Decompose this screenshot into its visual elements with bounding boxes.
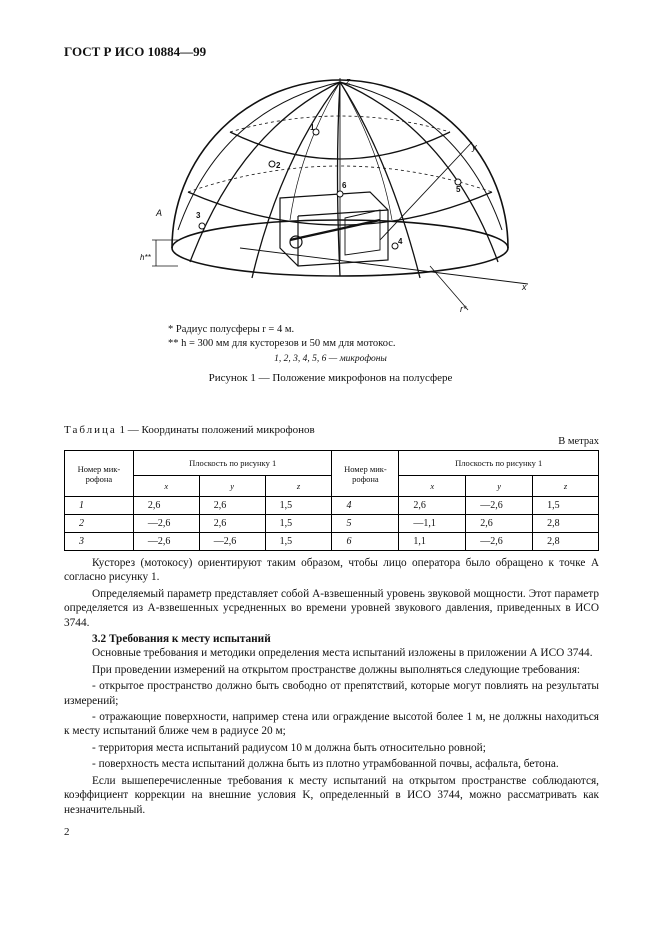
footnote-height: ** h = 300 мм для кусторезов и 50 мм для мотокос.	[168, 338, 396, 349]
paragraph-open-space: При проведении измерений на открытом пространстве должны выполняться следующие требования:	[92, 663, 581, 676]
table-cell: 2,6	[399, 497, 466, 515]
table-cell: 3	[65, 533, 134, 551]
col-header-z: z	[533, 476, 599, 497]
col-header-mic-right: Номер мик-рофона	[332, 451, 399, 497]
table-cell: 1,1	[399, 533, 466, 551]
mic-6-label: 6	[342, 181, 347, 190]
axis-z-label: z	[346, 76, 351, 86]
col-header-x: x	[133, 476, 199, 497]
col-header-y: y	[199, 476, 265, 497]
table-cell: 1,5	[265, 497, 332, 515]
table-cell: 4	[332, 497, 399, 515]
table-cell: 2	[65, 515, 134, 533]
table-title	[64, 424, 315, 436]
table-title-prefix: Таблица	[64, 424, 117, 436]
col-header-plane-left: Плоскость по рисунку 1	[133, 451, 332, 476]
table-row	[65, 515, 599, 533]
table-cell: —1,1	[399, 515, 466, 533]
col-header-z: z	[265, 476, 332, 497]
mic-1-label: 1	[310, 123, 315, 132]
table-row	[65, 497, 599, 515]
bullet-obstacles: - открытое пространство должно быть свободно от препятствий, которые могут повлиять на результаты измерений;	[64, 680, 599, 707]
microphone-legend: 1, 2, 3, 4, 5, 6 — микрофоны	[274, 354, 387, 364]
table-cell: 1,5	[265, 515, 332, 533]
footnote-radius: * Радиус полусферы r = 4 м.	[168, 324, 295, 335]
section-heading: 3.2 Требования к месту испытаний	[92, 633, 271, 646]
paragraph-parameter: Определяемый параметр представляет собой A-взвешенный уровень звуковой мощности. Этот параметр определяется из A-взвешенных усредненных во времени уровней звукового давления, приведенных в ИСО 3744.	[64, 587, 599, 629]
paragraph-requirements: Основные требования и методики определения места испытаний изложены в приложении А ИСО 3744.	[92, 647, 593, 660]
point-a-label: A	[156, 208, 163, 218]
hemisphere-figure	[130, 70, 540, 330]
mic-4-label: 4	[398, 237, 403, 246]
table-cell: 2,8	[533, 533, 599, 551]
bullet-territory: - территория места испытаний радиусом 10 м должна быть относительно ровной;	[92, 741, 486, 754]
table-cell: 1,5	[265, 533, 332, 551]
table-cell: 2,6	[199, 515, 265, 533]
bullet-surface: - поверхность места испытаний должна быть из плотно утрамбованной почвы, асфальта, бетона.	[92, 758, 559, 771]
table-cell: —2,6	[133, 515, 199, 533]
table-cell: —2,6	[466, 497, 533, 515]
table-cell: 5	[332, 515, 399, 533]
table-cell: 1	[65, 497, 134, 515]
col-header-x: x	[399, 476, 466, 497]
mic-5-label: 5	[456, 185, 461, 194]
table-title-rest: 1 — Координаты положений микрофонов	[119, 424, 315, 436]
document-header: ГОСТ Р ИСО 10884—99	[64, 44, 207, 59]
paragraph-orientation: Кусторез (мотокосу) ориентируют таким образом, чтобы лицо оператора было обращено к точке A согласно рисунку 1.	[64, 557, 599, 584]
microphone-coordinates-table	[64, 450, 599, 551]
body-text	[64, 556, 599, 819]
paragraph-correction: Если вышеперечисленные требования к месту испытаний на открытом пространстве соблюдаются, коэффициент коррекции на внешние условия K, определенный в ИСО 3744, можно рассматривать как незначительный.	[64, 774, 599, 816]
table-cell: 2,6	[466, 515, 533, 533]
axis-y-label: y	[472, 142, 477, 152]
table-cell: —2,6	[133, 533, 199, 551]
table-cell: 2,6	[133, 497, 199, 515]
table-cell: 1,5	[533, 497, 599, 515]
bullet-reflecting: - отражающие поверхности, например стена или ограждение высотой более 1 м, не должны находиться к месту испытаний ближе чем в радиусе 20 м;	[64, 711, 599, 738]
table-cell: —2,6	[199, 533, 265, 551]
height-label: h**	[140, 253, 151, 262]
mic-2-label: 2	[276, 161, 281, 170]
axis-x-label: x	[522, 282, 527, 292]
col-header-y: y	[466, 476, 533, 497]
table-row	[65, 533, 599, 551]
col-header-plane-right: Плоскость по рисунку 1	[399, 451, 599, 476]
col-header-mic-left: Номер мик-рофона	[65, 451, 134, 497]
table-cell: —2,6	[466, 533, 533, 551]
table-cell: 2,8	[533, 515, 599, 533]
mic-3-label: 3	[196, 211, 201, 220]
table-cell: 2,6	[199, 497, 265, 515]
radius-label: r*	[460, 304, 467, 314]
figure-caption: Рисунок 1 — Положение микрофонов на полусфере	[208, 372, 453, 384]
table-cell: 6	[332, 533, 399, 551]
table-units: В метрах	[558, 436, 599, 447]
page-number: 2	[64, 826, 70, 838]
